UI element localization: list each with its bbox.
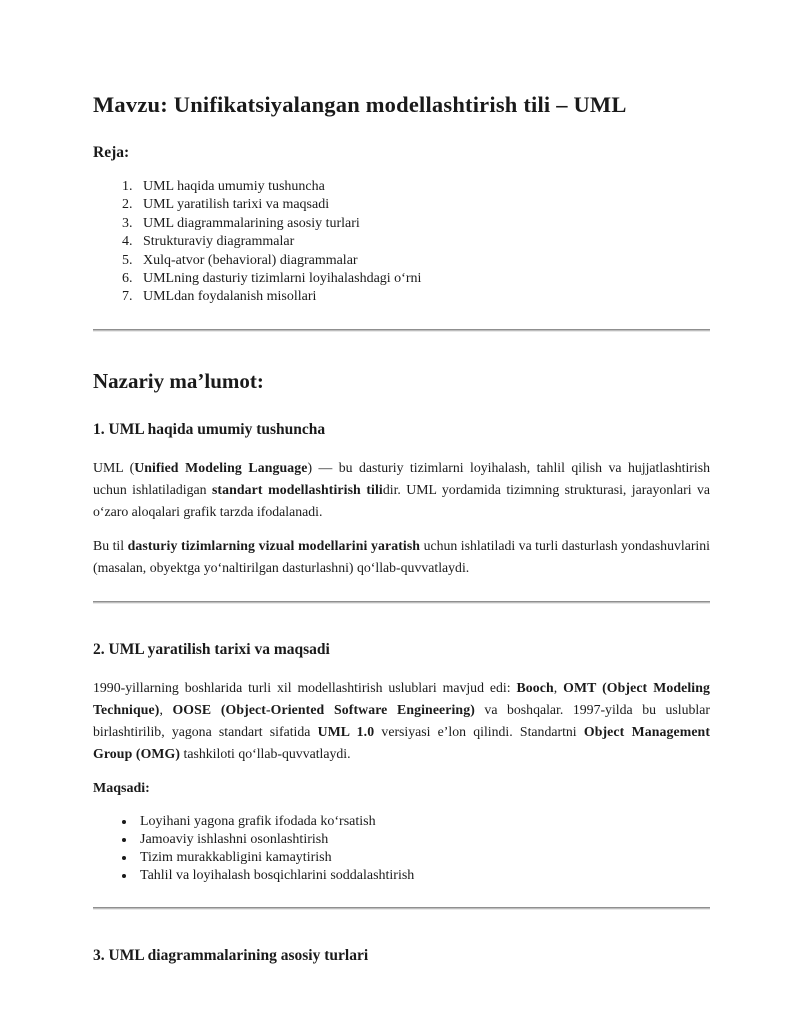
list-item: 5. Xulq-atvor (behavioral) diagrammalar: [136, 252, 710, 270]
text-run: ,: [553, 679, 564, 695]
text-run: Bu til: [93, 537, 128, 553]
text-run: dir. UML yordamida tizimning strukturasi, jarayonlari va o‘zaro aloqalari grafik tarzda ifodalanadi.: [93, 481, 710, 519]
list-item: 2. UML yaratilish tarixi va maqsadi: [136, 196, 710, 214]
list-item: 3. UML diagrammalarining asosiy turlari: [136, 215, 710, 233]
text-run: ,: [159, 701, 173, 717]
list-item: • Tahlil va loyihalash bosqichlarini soddalashtirish: [136, 867, 710, 885]
bold-text-run: OMT (Object Modeling Technique): [93, 679, 710, 717]
list-item: • Loyihani yagona grafik ifodada ko‘rsatish: [136, 813, 710, 831]
bold-text-run: OOSE (Object-Oriented Software Engineering): [172, 701, 475, 717]
bold-text-run: dasturiy tizimlarning vizual modellarini yaratish: [127, 537, 421, 553]
divider-2: [93, 601, 710, 604]
text-run: tashkiloti qo‘llab-quvvatlaydi.: [180, 745, 351, 761]
bold-text-run: Object Management Group (OMG): [93, 723, 711, 761]
list-item: 4. Strukturaviy diagrammalar: [136, 233, 710, 251]
bold-text-run: standart modellashtirish tili: [211, 481, 383, 497]
paragraph-history: [93, 677, 710, 765]
bold-text-run: UML 1.0: [317, 723, 375, 739]
section-3-heading: 3. UML diagrammalarining asosiy turlari: [93, 946, 369, 964]
text-run: versiyasi e’lon qilindi. Standartni: [374, 723, 584, 739]
theory-heading: Nazariy ma’lumot:: [93, 368, 264, 393]
list-item: 7. UMLdan foydalanish misollari: [136, 288, 710, 306]
goals-list: [93, 813, 710, 885]
text-run: 1990-yillarning boshlarida turli xil modellashtirish uslublari mavjud edi:: [93, 679, 517, 695]
document-title: Mavzu: Unifikatsiyalangan modellashtirish tili – UML: [93, 92, 627, 117]
bold-text-run: Unified Modeling Language: [134, 459, 308, 475]
paragraph-uml-usage: [93, 535, 710, 579]
divider-1: [93, 329, 710, 332]
section-1-heading: 1. UML haqida umumiy tushuncha: [93, 420, 326, 438]
text-run: ) — bu dasturiy tizimlarni loyihalash, tahlil qilish va hujjatlashtirish uchun ishlatiladigan: [93, 459, 710, 497]
list-item: 6. UMLning dasturiy tizimlarni loyihalashdagi o‘rni: [136, 270, 710, 288]
text-run: va boshqalar. 1997-yilda bu uslublar birlashtirilib, yagona standart sifatida: [93, 701, 710, 739]
text-run: uchun ishlatiladi va turli dasturlash yondashuvlarini (masalan, obyektga yo‘naltirilgan dasturlashni) qo‘llab-quvvatlaydi.: [93, 537, 710, 575]
list-item: • Tizim murakkabligini kamaytirish: [136, 849, 710, 867]
divider-3: [93, 907, 710, 910]
goals-heading: Maqsadi:: [93, 780, 150, 796]
list-item: • Jamoaviy ishlashni osonlashtirish: [136, 831, 710, 849]
plan-list: [93, 178, 710, 307]
text-run: UML (: [93, 459, 135, 475]
section-2-heading: 2. UML yaratilish tarixi va maqsadi: [93, 640, 330, 658]
list-item: 1. UML haqida umumiy tushuncha: [136, 178, 710, 196]
bold-text-run: Booch: [516, 679, 554, 695]
plan-heading: Reja:: [93, 144, 130, 161]
paragraph-uml-definition: [93, 457, 710, 523]
